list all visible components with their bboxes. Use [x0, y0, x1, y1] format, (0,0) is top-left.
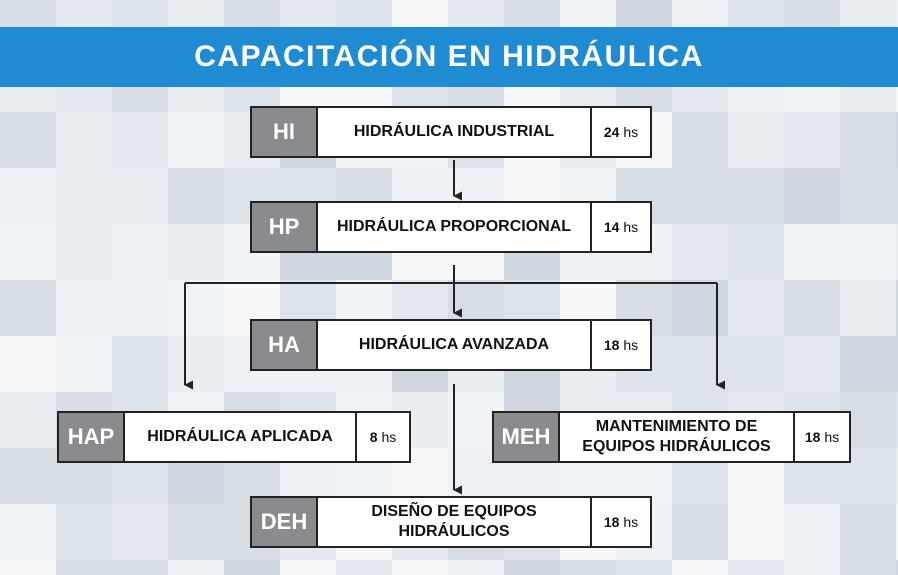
course-name: HIDRÁULICA APLICADA — [147, 428, 333, 445]
course-code: DEH — [252, 498, 318, 546]
course-hours: 24 hs — [590, 108, 650, 156]
course-code: HAP — [59, 413, 125, 461]
course-name — [560, 413, 793, 461]
course-code: HA — [252, 321, 318, 369]
course-ha — [250, 319, 652, 371]
course-hi — [250, 106, 652, 158]
course-hours: 18 hs — [793, 413, 849, 461]
course-name: HIDRÁULICA AVANZADA — [358, 336, 550, 353]
course-hours: 18 hs — [590, 321, 650, 369]
course-code: HI — [252, 108, 318, 156]
course-hap — [57, 411, 411, 463]
course-hours: 8 hs — [355, 413, 409, 461]
course-meh — [492, 411, 851, 463]
course-name: HIDRÁULICA INDUSTRIAL — [353, 123, 555, 140]
course-deh — [250, 496, 652, 548]
course-code: HP — [252, 203, 318, 251]
course-name: HIDRÁULICA PROPORCIONAL — [336, 218, 572, 235]
course-name-line: MANTENIMIENTO DE — [595, 418, 758, 435]
course-name-line: HIDRÁULICOS — [398, 523, 510, 540]
course-name-line: DISEÑO DE EQUIPOS — [371, 503, 537, 520]
course-name-line: EQUIPOS HIDRÁULICOS — [582, 438, 771, 455]
course-code: MEH — [494, 413, 560, 461]
course-hours: 18 hs — [590, 498, 650, 546]
course-hp — [250, 201, 652, 253]
course-name — [318, 498, 590, 546]
page-title: CAPACITACIÓN EN HIDRÁULICA — [194, 40, 704, 73]
course-hours: 14 hs — [590, 203, 650, 251]
